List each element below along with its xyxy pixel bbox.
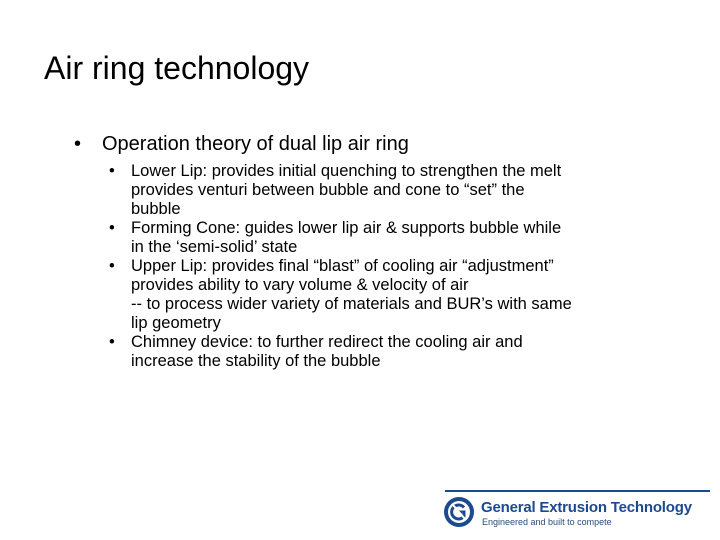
company-tagline: Engineered and built to compete [482,517,612,527]
sub-bullet-line: Lower Lip: provides initial quenching to strengthen the melt [131,162,562,180]
sub-bullet-line: -- to process wider variety of materials and BUR’s with same [131,295,572,313]
main-bullet-text: Operation theory of dual lip air ring [102,133,409,155]
bullet-marker: • [109,333,115,351]
company-name: General Extrusion Technology [481,499,692,516]
sub-bullet-chimney [109,333,689,371]
sub-bullet-forming-cone [109,219,689,257]
footer-divider [445,490,710,492]
sub-bullet-lower-lip [109,162,689,219]
get-logo-icon [443,496,475,528]
main-bullet [74,131,409,157]
sub-bullet-line: bubble [131,200,181,218]
bullet-marker: • [109,219,115,237]
sub-bullet-line: provides venturi between bubble and cone to “set” the [131,181,525,199]
sub-bullet-line: in the ‘semi-solid’ state [131,238,298,256]
sub-bullet-line: Chimney device: to further redirect the cooling air and [131,333,523,351]
slide-title: Air ring technology [44,50,310,86]
sub-bullet-line: Upper Lip: provides final “blast” of cooling air “adjustment” [131,257,554,275]
bullet-marker: • [109,257,115,275]
sub-bullet-list [109,162,689,371]
bullet-marker: • [109,162,115,180]
sub-bullet-line: provides ability to vary volume & velocity of air [131,276,469,294]
bullet-marker: • [74,133,82,155]
sub-bullet-line: lip geometry [131,314,221,332]
sub-bullet-line: Forming Cone: guides lower lip air & supports bubble while [131,219,562,237]
sub-bullet-line: increase the stability of the bubble [131,352,381,370]
sub-bullet-upper-lip [109,257,689,333]
